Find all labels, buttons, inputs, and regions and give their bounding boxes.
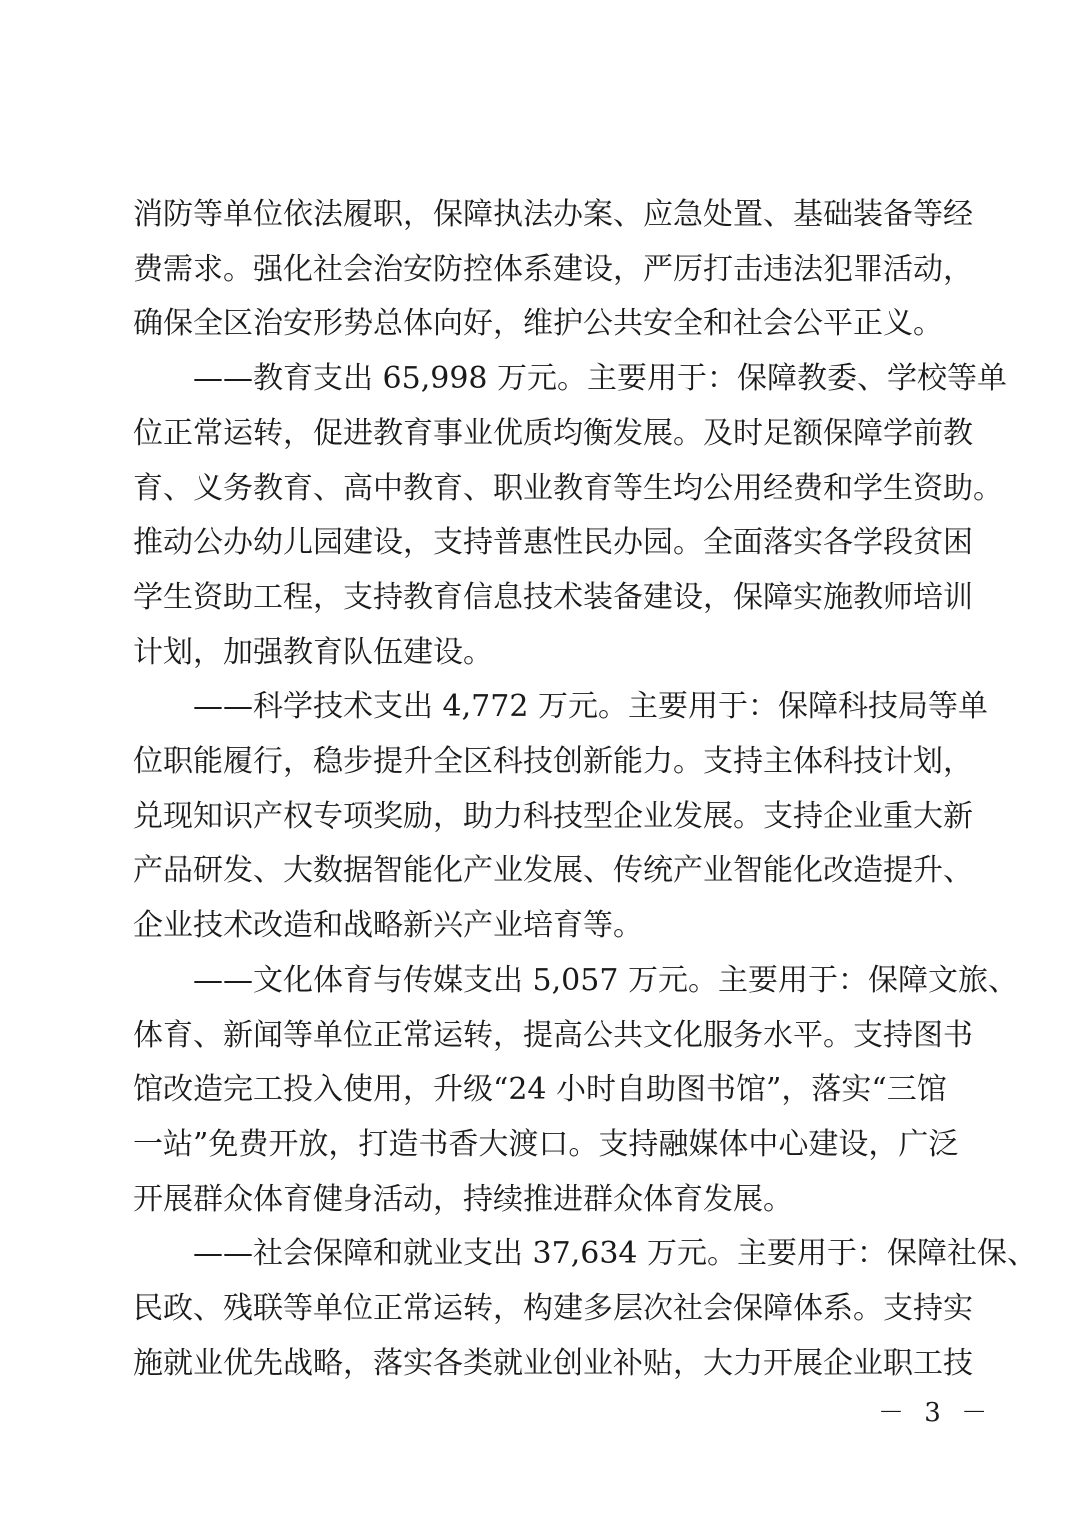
text-line: ——文化体育与传媒支出 5,057 万元。主要用于：保障文旅、 [133, 962, 1018, 998]
text-line: 企业技术改造和战略新兴产业培育等。 [133, 908, 643, 944]
text-line: ——教育支出 65,998 万元。主要用于：保障教委、学校等单 [133, 361, 1008, 397]
text-line: 确保全区治安形势总体向好，维护公共安全和社会公平正义。 [133, 306, 943, 342]
text-line: 施就业优先战略，落实各类就业创业补贴，大力开展企业职工技 [133, 1345, 973, 1381]
text-line: ——科学技术支出 4,772 万元。主要用于：保障科技局等单 [133, 689, 988, 725]
text-line: 费需求。强化社会治安防控体系建设，严厉打击违法犯罪活动， [133, 251, 973, 287]
text-line: 兑现知识产权专项奖励，助力科技型企业发展。支持企业重大新 [133, 798, 973, 834]
text-line: 推动公办幼儿园建设，支持普惠性民办园。全面落实各学段贫困 [133, 525, 973, 561]
text-line: 位职能履行，稳步提升全区科技创新能力。支持主体科技计划， [133, 744, 973, 780]
text-line: 位正常运转，促进教育事业优质均衡发展。及时足额保障学前教 [133, 415, 973, 451]
text-line: 消防等单位依法履职，保障执法办案、应急处置、基础装备等经 [133, 197, 973, 232]
text-line: 民政、残联等单位正常运转，构建多层次社会保障体系。支持实 [133, 1291, 973, 1327]
text-line: ——社会保障和就业支出 37,634 万元。主要用于：保障社保、 [133, 1236, 1038, 1272]
text-line: 产品研发、大数据智能化产业发展、传统产业智能化改造提升、 [133, 853, 973, 889]
text-line: 开展群众体育健身活动，持续推进群众体育发展。 [133, 1181, 793, 1217]
body-text [133, 188, 1038, 1391]
page-number: － 3 － [878, 1398, 994, 1428]
text-line: 育、义务教育、高中教育、职业教育等生均公用经费和学生资助。 [133, 470, 1003, 506]
text-line: 一站”免费开放，打造书香大渡口。支持融媒体中心建设，广泛 [133, 1126, 959, 1162]
text-line: 计划，加强教育队伍建设。 [133, 634, 493, 670]
text-line: 体育、新闻等单位正常运转，提高公共文化服务水平。支持图书 [133, 1017, 973, 1053]
text-line: 学生资助工程，支持教育信息技术装备建设，保障实施教师培训 [133, 579, 973, 615]
text-line: 馆改造完工投入使用，升级“24 小时自助图书馆”，落实“三馆 [133, 1072, 947, 1108]
